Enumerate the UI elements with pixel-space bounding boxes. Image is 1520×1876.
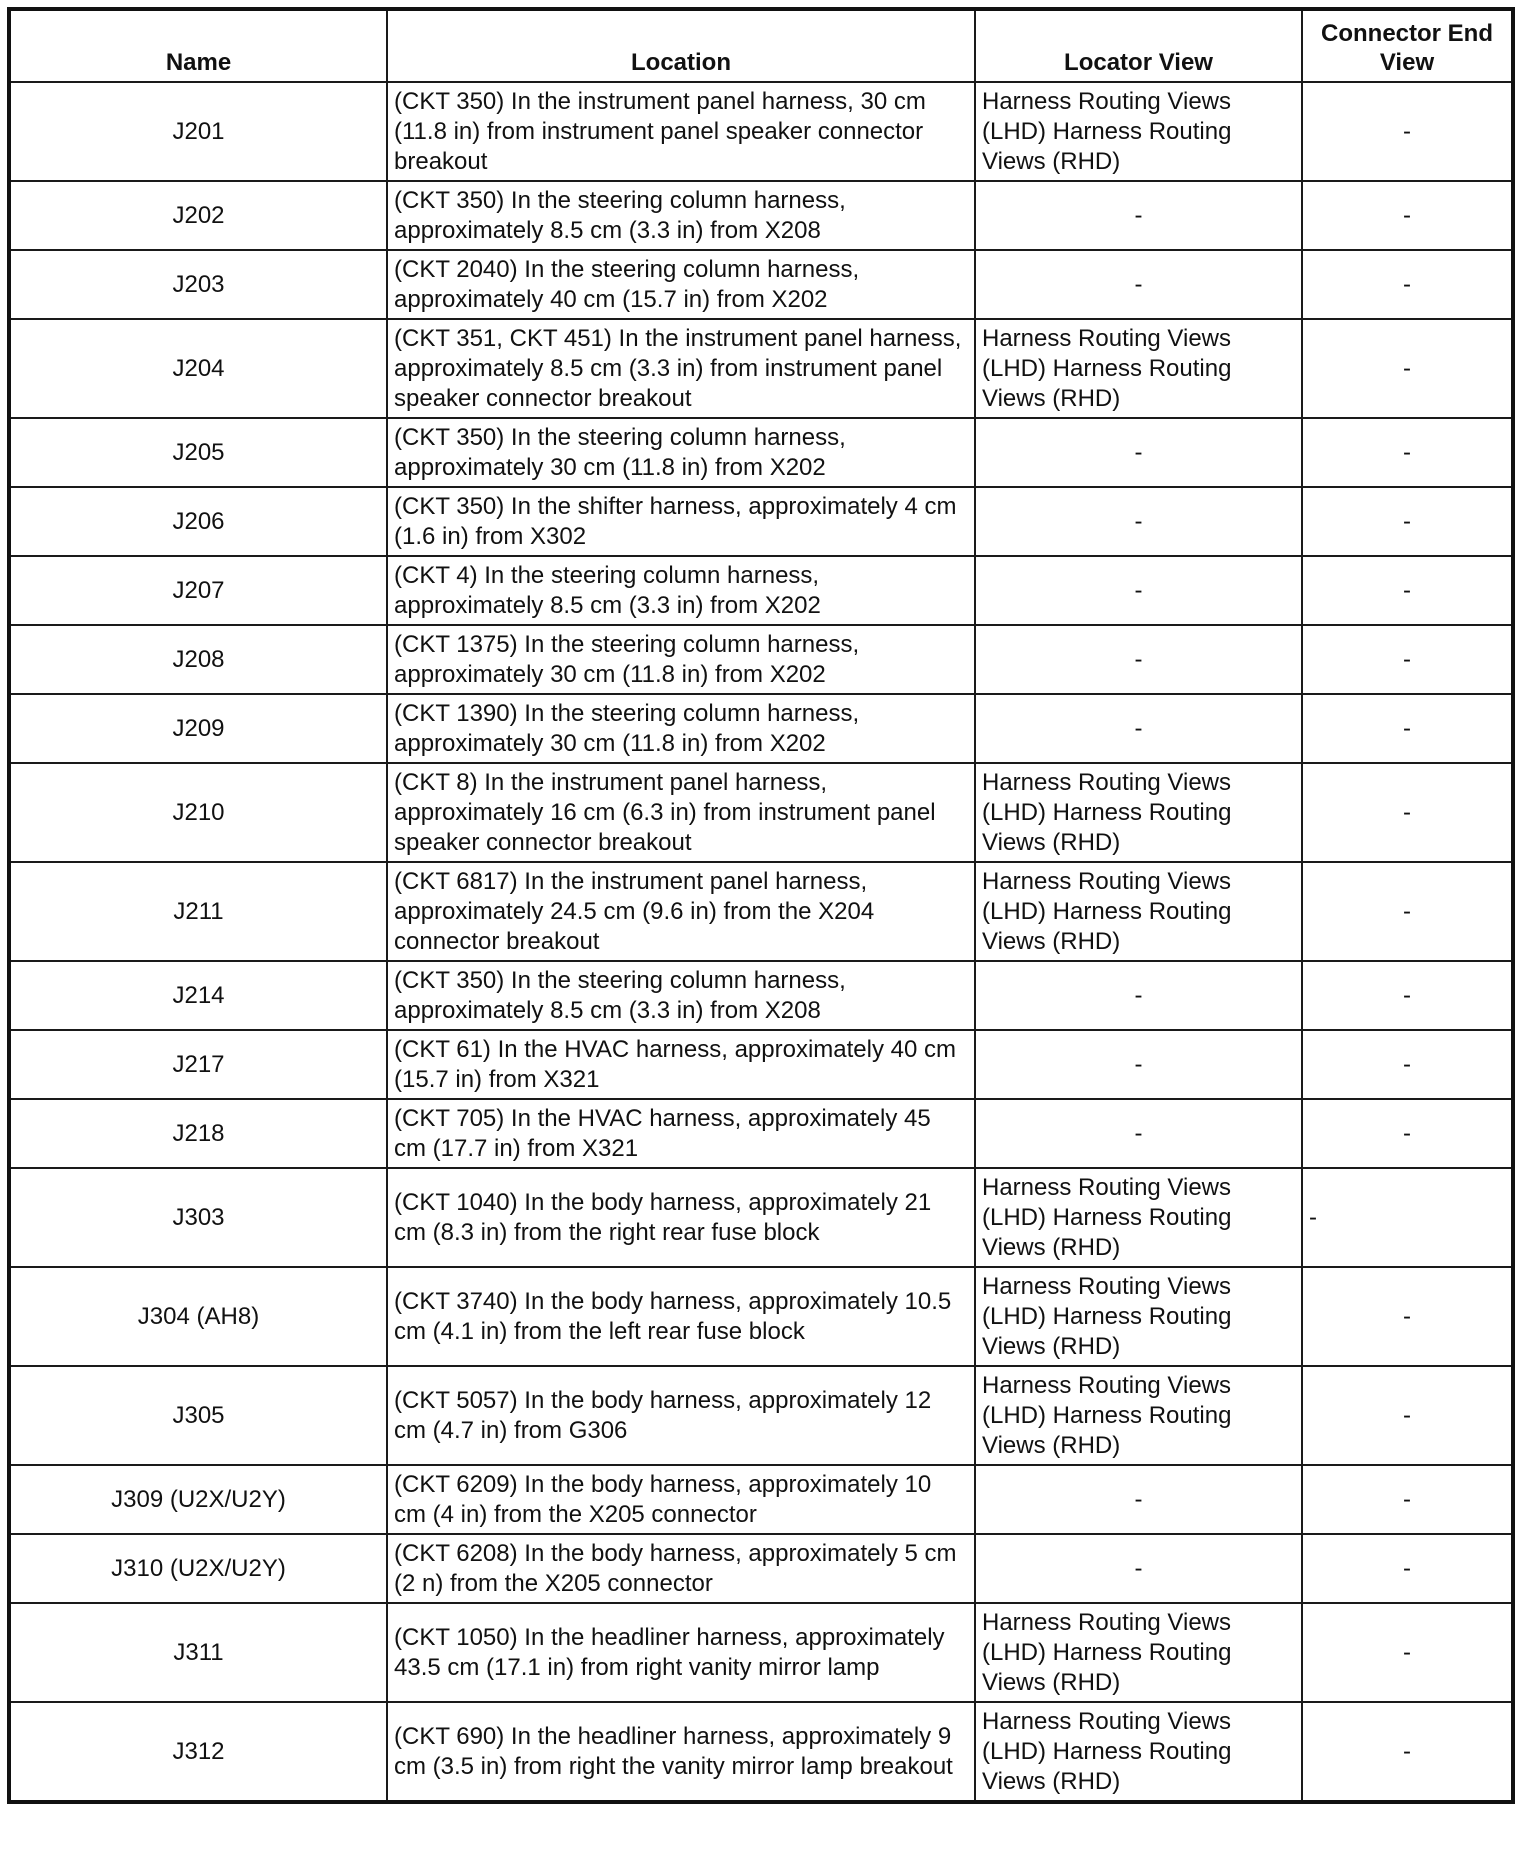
connector-end-view-cell: - xyxy=(1302,487,1513,556)
locator-view-cell: Harness Routing Views (LHD) Harness Routing Views (RHD) xyxy=(975,82,1302,181)
connector-end-view-cell: - xyxy=(1302,763,1513,862)
location-cell: (CKT 6208) In the body harness, approximately 5 cm (2 n) from the X205 connector xyxy=(387,1534,975,1603)
connector-end-view-cell: - xyxy=(1302,1099,1513,1168)
table-row xyxy=(9,763,1513,862)
connector-end-view-cell: - xyxy=(1302,694,1513,763)
connector-end-view-cell: - xyxy=(1302,1168,1513,1267)
name-cell: J303 xyxy=(9,1168,387,1267)
connector-end-view-cell: - xyxy=(1302,1465,1513,1534)
locator-view-cell: - xyxy=(975,694,1302,763)
location-cell: (CKT 350) In the steering column harness, approximately 30 cm (11.8 in) from X202 xyxy=(387,418,975,487)
table-body xyxy=(9,82,1513,1802)
name-cell: J304 (AH8) xyxy=(9,1267,387,1366)
locator-view-cell: Harness Routing Views (LHD) Harness Routing Views (RHD) xyxy=(975,1366,1302,1465)
location-cell: (CKT 5057) In the body harness, approximately 12 cm (4.7 in) from G306 xyxy=(387,1366,975,1465)
table-row xyxy=(9,418,1513,487)
name-column-header: Name xyxy=(9,9,387,82)
connector-end-view-cell: - xyxy=(1302,556,1513,625)
name-cell: J218 xyxy=(9,1099,387,1168)
table-row xyxy=(9,82,1513,181)
location-cell: (CKT 8) In the instrument panel harness, approximately 16 cm (6.3 in) from instrument panel speaker connector breakout xyxy=(387,763,975,862)
location-cell: (CKT 3740) In the body harness, approximately 10.5 cm (4.1 in) from the left rear fuse block xyxy=(387,1267,975,1366)
location-cell: (CKT 350) In the steering column harness, approximately 8.5 cm (3.3 in) from X208 xyxy=(387,961,975,1030)
connector-end-view-cell: - xyxy=(1302,418,1513,487)
name-cell: J204 xyxy=(9,319,387,418)
connector-end-view-cell: - xyxy=(1302,181,1513,250)
locator-view-cell: Harness Routing Views (LHD) Harness Routing Views (RHD) xyxy=(975,1702,1302,1802)
location-cell: (CKT 1050) In the headliner harness, approximately 43.5 cm (17.1 in) from right vanity mirror lamp xyxy=(387,1603,975,1702)
location-cell: (CKT 1040) In the body harness, approximately 21 cm (8.3 in) from the right rear fuse block xyxy=(387,1168,975,1267)
locator-view-cell: - xyxy=(975,961,1302,1030)
location-cell: (CKT 705) In the HVAC harness, approximately 45 cm (17.7 in) from X321 xyxy=(387,1099,975,1168)
table-row xyxy=(9,1702,1513,1802)
locator-view-cell: - xyxy=(975,250,1302,319)
name-cell: J309 (U2X/U2Y) xyxy=(9,1465,387,1534)
name-cell: J214 xyxy=(9,961,387,1030)
connector-end-view-cell: - xyxy=(1302,1030,1513,1099)
name-cell: J312 xyxy=(9,1702,387,1802)
name-cell: J203 xyxy=(9,250,387,319)
connector-end-view-cell: - xyxy=(1302,250,1513,319)
name-cell: J208 xyxy=(9,625,387,694)
locator-view-column-header: Locator View xyxy=(975,9,1302,82)
locator-view-cell: - xyxy=(975,1534,1302,1603)
connector-end-view-cell: - xyxy=(1302,1267,1513,1366)
locator-view-cell: Harness Routing Views (LHD) Harness Routing Views (RHD) xyxy=(975,1267,1302,1366)
name-cell: J210 xyxy=(9,763,387,862)
locator-view-cell: - xyxy=(975,556,1302,625)
table-row xyxy=(9,625,1513,694)
location-cell: (CKT 61) In the HVAC harness, approximately 40 cm (15.7 in) from X321 xyxy=(387,1030,975,1099)
name-cell: J217 xyxy=(9,1030,387,1099)
table-row xyxy=(9,1534,1513,1603)
splice-location-table xyxy=(7,7,1515,1804)
location-cell: (CKT 350) In the instrument panel harness, 30 cm (11.8 in) from instrument panel speaker connector breakout xyxy=(387,82,975,181)
table-row xyxy=(9,181,1513,250)
location-cell: (CKT 6817) In the instrument panel harness, approximately 24.5 cm (9.6 in) from the X204 connector breakout xyxy=(387,862,975,961)
table-row xyxy=(9,1465,1513,1534)
connector-end-view-cell: - xyxy=(1302,961,1513,1030)
connector-end-view-cell: - xyxy=(1302,1366,1513,1465)
locator-view-cell: - xyxy=(975,181,1302,250)
locator-view-cell: - xyxy=(975,1465,1302,1534)
locator-view-cell: Harness Routing Views (LHD) Harness Routing Views (RHD) xyxy=(975,763,1302,862)
location-cell: (CKT 350) In the shifter harness, approximately 4 cm (1.6 in) from X302 xyxy=(387,487,975,556)
locator-view-cell: - xyxy=(975,1030,1302,1099)
name-cell: J205 xyxy=(9,418,387,487)
name-cell: J310 (U2X/U2Y) xyxy=(9,1534,387,1603)
name-cell: J209 xyxy=(9,694,387,763)
name-cell: J311 xyxy=(9,1603,387,1702)
location-cell: (CKT 2040) In the steering column harness, approximately 40 cm (15.7 in) from X202 xyxy=(387,250,975,319)
connector-end-view-cell: - xyxy=(1302,82,1513,181)
table-row xyxy=(9,1603,1513,1702)
table-row xyxy=(9,1099,1513,1168)
header-row xyxy=(9,9,1513,82)
location-cell: (CKT 351, CKT 451) In the instrument panel harness, approximately 8.5 cm (3.3 in) from instrument panel speaker connector breakout xyxy=(387,319,975,418)
name-cell: J207 xyxy=(9,556,387,625)
name-cell: J211 xyxy=(9,862,387,961)
location-cell: (CKT 1375) In the steering column harness, approximately 30 cm (11.8 in) from X202 xyxy=(387,625,975,694)
table-row xyxy=(9,250,1513,319)
locator-view-cell: - xyxy=(975,1099,1302,1168)
connector-end-view-cell: - xyxy=(1302,1702,1513,1802)
name-cell: J201 xyxy=(9,82,387,181)
name-cell: J202 xyxy=(9,181,387,250)
table-row xyxy=(9,319,1513,418)
table-row xyxy=(9,487,1513,556)
location-cell: (CKT 350) In the steering column harness, approximately 8.5 cm (3.3 in) from X208 xyxy=(387,181,975,250)
locator-view-cell: Harness Routing Views (LHD) Harness Routing Views (RHD) xyxy=(975,862,1302,961)
connector-end-view-cell: - xyxy=(1302,1603,1513,1702)
location-cell: (CKT 1390) In the steering column harness, approximately 30 cm (11.8 in) from X202 xyxy=(387,694,975,763)
name-cell: J206 xyxy=(9,487,387,556)
location-column-header: Location xyxy=(387,9,975,82)
table-row xyxy=(9,1267,1513,1366)
locator-view-cell: Harness Routing Views (LHD) Harness Routing Views (RHD) xyxy=(975,1168,1302,1267)
table-row xyxy=(9,1168,1513,1267)
table-row xyxy=(9,862,1513,961)
connector-end-view-cell: - xyxy=(1302,625,1513,694)
name-cell: J305 xyxy=(9,1366,387,1465)
connector-end-view-cell: - xyxy=(1302,319,1513,418)
locator-view-cell: Harness Routing Views (LHD) Harness Routing Views (RHD) xyxy=(975,1603,1302,1702)
locator-view-cell: - xyxy=(975,625,1302,694)
location-cell: (CKT 4) In the steering column harness, approximately 8.5 cm (3.3 in) from X202 xyxy=(387,556,975,625)
locator-view-cell: - xyxy=(975,418,1302,487)
table-row xyxy=(9,694,1513,763)
locator-view-cell: Harness Routing Views (LHD) Harness Routing Views (RHD) xyxy=(975,319,1302,418)
connector-end-view-cell: - xyxy=(1302,1534,1513,1603)
table-row xyxy=(9,1030,1513,1099)
location-cell: (CKT 6209) In the body harness, approximately 10 cm (4 in) from the X205 connector xyxy=(387,1465,975,1534)
connector-end-view-column-header: Connector End View xyxy=(1302,9,1513,82)
location-cell: (CKT 690) In the headliner harness, approximately 9 cm (3.5 in) from right the vanity mirror lamp breakout xyxy=(387,1702,975,1802)
table-row xyxy=(9,556,1513,625)
locator-view-cell: - xyxy=(975,487,1302,556)
table-row xyxy=(9,961,1513,1030)
table-row xyxy=(9,1366,1513,1465)
connector-end-view-cell: - xyxy=(1302,862,1513,961)
